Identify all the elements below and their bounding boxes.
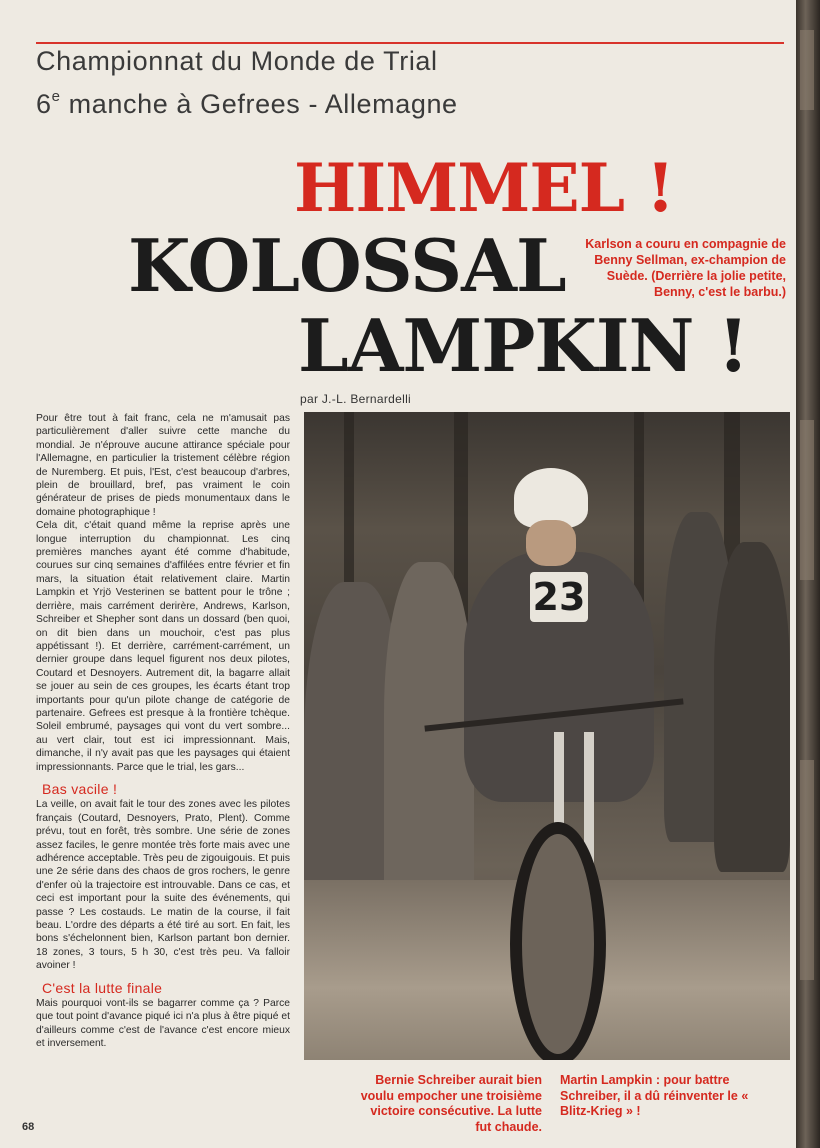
edge-image-fragment <box>800 30 814 110</box>
article-paragraph: Mais pourquoi vont-ils se bagarrer comme ça ? Parce que tout point d'avance piqué ici n'a plus à être piqué et d'ailleurs comme c'est de l'avance c'est encore mieux et inversement. <box>36 998 290 1050</box>
rider-helmet <box>514 468 588 528</box>
article-paragraph: Pour être tout à fait franc, cela ne m'amusait pas particulièrement d'aller suivre cette manche du mondial. Je n'éprouve aucune attirance spéciale pour l'Allemagne, en particulier la tristement célèbre région de Nuremberg. Et puis, l'Est, c'est beaucoup d'arbres, plein de brouillard, bref, pas vraiment le coin générateur de prises de pieds monumentaux dans le domaine photographique ! <box>36 413 290 518</box>
page-number: 68 <box>22 1121 35 1133</box>
rider-bib: 23 <box>530 572 588 622</box>
kicker-line-1: Championnat du Monde de Trial <box>36 46 438 76</box>
headline-line-1: HIMMEL ! <box>294 149 675 227</box>
headline-line-3: LAMPKIN ! <box>298 303 749 388</box>
subheading: C'est la lutte finale <box>42 979 163 996</box>
photo-caption-bottom-right: Martin Lampkin : pour battre Schreiber, il a dû réinventer le « Blitz-Krieg » ! <box>560 1073 749 1118</box>
article-paragraph: La veille, on avait fait le tour des zones avec les pilotes français (Coutard, Desnoyers, Prato, Plent). Comme prévu, tout en forêt, très sombre. Une série de zones assez faciles, le genre montée très forte mais avec une adhérence acceptable. Très peu de zigouigouis. Et puis une 2e série dans des chaos de gros rochers, le genre d'enfer où la trajectoire est introuvable. Dans ce cas, et ceci est important pour la suite des événements, qui passe ? Les costauds. Le matin de la course, il fait beau. L'ordre des départs a été tiré au sort. En fait, les bons s'échelonnent bien, Karlson partant bon dernier. 18 zones, 3 tours, 5 h 30, c'est très peu. Va falloir avoiner ! <box>36 799 290 972</box>
edge-image-fragment <box>800 420 814 580</box>
round-number: 6 <box>36 89 52 119</box>
spectator <box>714 542 790 872</box>
article-paragraph: Cela dit, c'était quand même la reprise après une longue interruption du championnat. Les cinq premières manches ayant été comme d'habitude, courues sur cinq semaines d'affilées entre février et fin mars, la situation était relativement claire. Martin Lampkin et Yrjö Vesterinen se battent pour le trône ; derrière, mais carrément derirère, Andrews, Karlson, Schreiber et Shepher sont dans un dossard (ben quoi, on dit bien dans un mouchoir, c'est pas plus appétissant !). Et derrière, carrément-carrément, un dernier groupe dans lequel figurent nos deux pilotes, Coutard et Desnoyers. Autrement dit, la bagarre allait se jouer au sein de ces groupes, les écarts étant trop importants pour qu'un pilote change de catégorie de partenaire. Gefrees est presque à la frontière tchèque. Soleil embrumé, paysages qui vont du vert sombre... au vert clair, tout est ici impressionnant. Mais, dimanche, il n'y avait pas que les paysages qui étaient impressionnants. Parce que le trial, les gars... <box>36 520 290 773</box>
rider-face <box>526 520 576 566</box>
edge-image-fragment <box>800 760 814 980</box>
round-location: manche à Gefrees - Allemagne <box>60 89 458 119</box>
article-body <box>36 412 290 1051</box>
section-kicker <box>36 44 676 122</box>
kicker-line-2 <box>36 79 676 122</box>
trial-rider-photo <box>304 412 790 1060</box>
headline-line-2: KOLOSSAL <box>128 223 566 308</box>
photo-caption-bottom-left: Bernie Schreiber aurait bien voulu empocher une troisième victoire consécutive. La lutte fut chaude. <box>360 1073 542 1134</box>
byline: par J.-L. Bernardelli <box>300 392 412 406</box>
photo-caption-top: Karlson a couru en compagnie de Benny Sellman, ex-champion de Suède. (Derrière la jolie petite, Benny, c'est le barbu.) <box>585 237 786 299</box>
subheading: Bas vacile ! <box>42 780 118 797</box>
motorcycle-front-wheel <box>510 822 606 1060</box>
round-ordinal: e <box>51 88 61 105</box>
adjacent-page-edge <box>796 0 820 1148</box>
